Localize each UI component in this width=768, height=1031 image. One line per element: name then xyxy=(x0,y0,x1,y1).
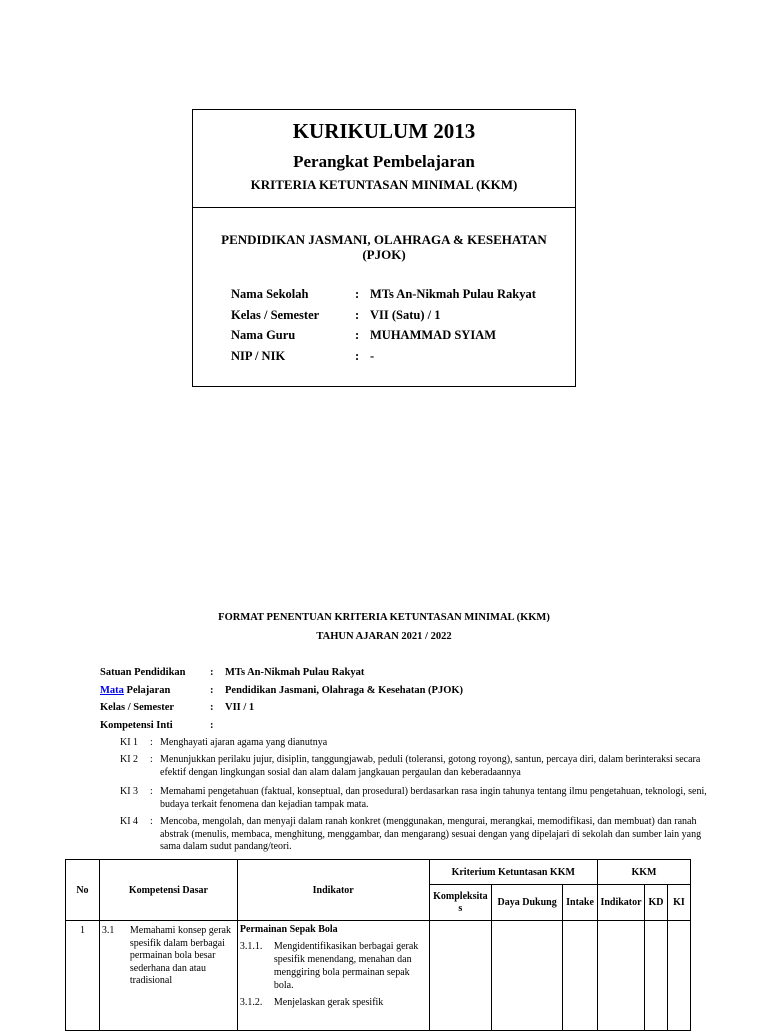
indicator-item xyxy=(240,996,427,1009)
meta-value: MTs An-Nikmah Pulau Rakyat xyxy=(225,667,365,678)
cover-subject-line2: (PJOK) xyxy=(362,247,406,262)
cover-info-value: MTs An-Nikmah Pulau Rakyat xyxy=(370,287,536,301)
cover-info-value: MUHAMMAD SYIAM xyxy=(370,328,497,342)
cover-info-label: Kelas / Semester xyxy=(231,307,320,322)
meta-value: Pendidikan Jasmani, Olahraga & Kesehatan (PJOK) xyxy=(225,684,464,696)
ki-text: Mencoba, mengolah, dan menyaji dalam ranah konkret (menggunakan, mengurai, merangkai, memodifikasi, dan membuat) dan ranah abstrak (menulis, membaca, menghitung, menggambar, dan mengarang) sesuai dengan yang dipelajari di sekolah dan sumber lain yang sama dalam sudut pandang/teori. xyxy=(160,816,702,852)
header-indikator: Indikator xyxy=(237,860,429,921)
ki-code: KI 2 xyxy=(120,754,139,765)
meta-label: Kompetensi Inti xyxy=(100,719,173,731)
ki-separator: : xyxy=(150,786,153,797)
indicator-number: 3.1.2. xyxy=(239,997,263,1008)
table-header-row xyxy=(66,860,691,885)
meta-label-rest: Pelajaran xyxy=(123,684,171,696)
ki-code: KI 4 xyxy=(120,816,139,827)
indicator-text: Mengidentifikasikan berbagai gerak spesifik menendang, menahan dan menggiring bola permainan sepak bola. xyxy=(273,941,419,991)
cover-info-label: Nama Sekolah xyxy=(231,287,309,301)
format-year: TAHUN AJARAN 2021 / 2022 xyxy=(316,631,452,642)
meta-row-mapel xyxy=(100,685,463,703)
meta-separator: : xyxy=(210,667,214,678)
cover-box xyxy=(192,109,576,387)
header-kompleksitas: Kompleksitas xyxy=(429,885,492,921)
header-kkm-kd: KD xyxy=(645,885,668,921)
indicator-number: 3.1.1. xyxy=(239,941,263,952)
cover-info-row xyxy=(231,308,536,329)
cell-kompetensi-dasar xyxy=(99,921,237,1031)
meta-value: VII / 1 xyxy=(225,702,255,713)
header-intake: Intake xyxy=(563,885,598,921)
cover-info-label: NIP / NIK xyxy=(231,348,286,363)
ki-separator: : xyxy=(150,816,153,827)
cover-info-value: VII (Satu) / 1 xyxy=(370,307,441,322)
kd-text: Memahami konsep gerak spesifik dalam berbagai permainan bola besar sederhana dan atau tradisional xyxy=(129,925,231,986)
mata-link[interactable]: Mata xyxy=(100,684,124,696)
cover-info-row xyxy=(231,287,536,308)
ki-item xyxy=(120,816,710,854)
meta-label: Satuan Pendidikan xyxy=(100,667,186,678)
meta-separator: : xyxy=(210,719,214,731)
cover-subtitle-kkm: KRITERIA KETUNTASAN MINIMAL (KKM) xyxy=(250,177,518,192)
cover-info xyxy=(231,287,536,369)
indicator-topic: Permainan Sepak Bola xyxy=(239,924,338,935)
ki-text: Memahami pengetahuan (faktual, konseptual, dan prosedural) berdasarkan rasa ingin tahunya tentang ilmu pengetahuan, teknologi, seni, budaya terkait fenomena dan kejadian tampak mata. xyxy=(160,786,707,810)
header-no: No xyxy=(66,860,100,921)
indicator-item xyxy=(240,940,427,992)
cell-intake xyxy=(563,921,598,1031)
meta-row-satuan xyxy=(100,667,463,685)
ki-text: Menghayati ajaran agama yang dianutnya xyxy=(160,737,328,748)
header-kriterium: Kriterium Ketuntasan KKM xyxy=(429,860,598,885)
ki-separator: : xyxy=(150,754,153,765)
cell-kkm-ki xyxy=(667,921,690,1031)
header-daya-dukung: Daya Dukung xyxy=(492,885,563,921)
cover-subject-line1: PENDIDIKAN JASMANI, OLAHRAGA & KESEHATAN xyxy=(221,232,547,247)
cover-info-separator: : xyxy=(355,307,360,322)
cover-title: KURIKULUM 2013 xyxy=(292,119,476,143)
cover-info-separator: : xyxy=(355,287,360,301)
table-row xyxy=(66,921,691,1031)
ki-item xyxy=(120,737,710,750)
kkm-table xyxy=(65,859,691,1031)
cover-subject xyxy=(193,232,575,262)
meta-separator: : xyxy=(210,702,214,713)
cell-indikator xyxy=(237,921,429,1031)
format-title: FORMAT PENENTUAN KRITERIA KETUNTASAN MINIMAL (KKM) xyxy=(218,612,550,623)
cover-info-value: - xyxy=(370,348,375,363)
ki-text: Menunjukkan perilaku jujur, disiplin, tanggungjawab, peduli (toleransi, gotong royong), santun, percaya diri, dalam berinteraksi secara efektif dengan lingkungan sosial dan alam dalam jangkauan pergaulan dan keberadaannya xyxy=(160,754,701,778)
cover-info-separator: : xyxy=(355,348,360,363)
cover-info-row xyxy=(231,328,536,349)
cover-header xyxy=(193,110,575,208)
ki-code: KI 1 xyxy=(120,737,139,748)
cover-info-separator: : xyxy=(355,328,360,342)
cell-kkm-indikator xyxy=(598,921,645,1031)
indicator-text: Menjelaskan gerak spesifik xyxy=(273,997,384,1008)
header-kkm: KKM xyxy=(598,860,691,885)
ki-separator: : xyxy=(150,737,153,748)
cell-kkm-kd xyxy=(645,921,668,1031)
meta-label: Kelas / Semester xyxy=(100,702,175,713)
cell-kompleksitas xyxy=(429,921,492,1031)
meta-label xyxy=(100,685,210,703)
ki-code: KI 3 xyxy=(120,786,139,797)
kd-number: 3.1 xyxy=(101,925,115,936)
header-kkm-ki: KI xyxy=(667,885,690,921)
header-kompetensi-dasar: Kompetensi Dasar xyxy=(99,860,237,921)
cover-info-row xyxy=(231,349,536,370)
meta-separator: : xyxy=(210,684,214,696)
cover-subtitle: Perangkat Pembelajaran xyxy=(293,152,475,171)
cell-daya-dukung xyxy=(492,921,563,1031)
cell-no: 1 xyxy=(66,921,100,1031)
ki-item xyxy=(120,786,710,811)
cover-info-label: Nama Guru xyxy=(231,328,296,342)
ki-item xyxy=(120,754,710,779)
kd-entry xyxy=(102,921,235,988)
meta-block xyxy=(100,667,463,737)
meta-row-ki xyxy=(100,720,463,738)
header-kkm-indikator: Indikator xyxy=(598,885,645,921)
meta-row-kelas xyxy=(100,702,463,720)
